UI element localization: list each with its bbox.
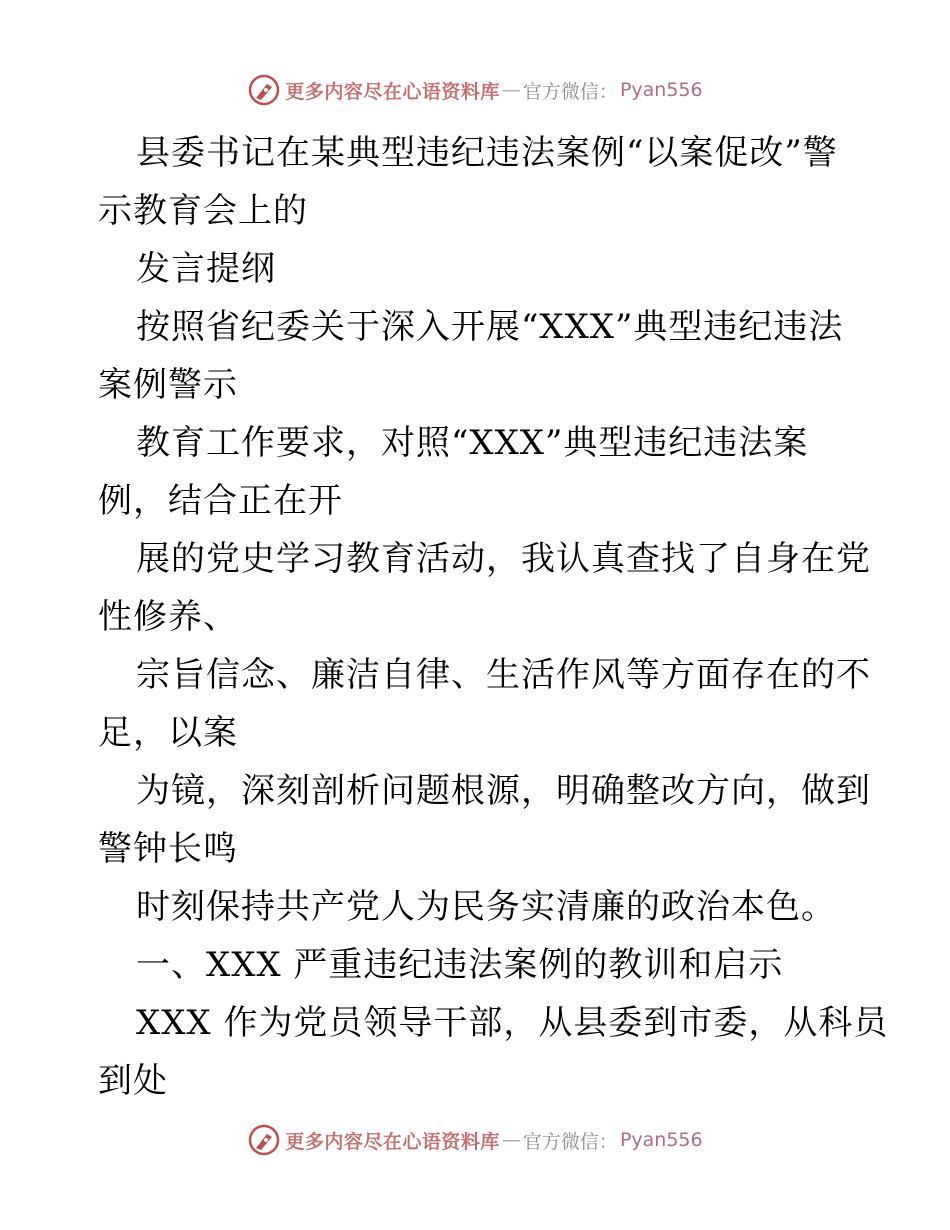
document-body xyxy=(98,124,889,1110)
watermark-label: 官方微信： xyxy=(522,80,618,103)
watermark-dash: — xyxy=(501,1129,521,1151)
paragraph-line: 展的党史学习教育活动，我认真查找了自身在党 xyxy=(136,539,871,579)
paragraph-line: 性修养、 xyxy=(98,597,238,637)
watermark-main-text: 更多内容尽在心语资料库 xyxy=(285,1130,500,1153)
paragraph-line: 时刻保持共产党人为民务实清廉的政治本色。 xyxy=(136,887,836,927)
paragraph-line: 到处 xyxy=(98,1061,168,1101)
watermark-dash: — xyxy=(501,79,521,101)
paragraph-line: 足，以案 xyxy=(98,713,238,753)
watermark-label: 官方微信： xyxy=(522,1130,618,1153)
watermark-wechat-id: Pyan556 xyxy=(619,79,703,101)
paragraph-line: 为镜，深刻剖析问题根源，明确整改方向，做到 xyxy=(136,771,871,811)
paragraph-line: 宗旨信念、廉洁自律、生活作风等方面存在的不 xyxy=(136,655,871,695)
paragraph-line: 例，结合正在开 xyxy=(98,481,343,521)
pen-nib-logo-icon xyxy=(247,73,281,107)
paragraph-line: 案例警示 xyxy=(98,365,238,405)
watermark-main-text: 更多内容尽在心语资料库 xyxy=(285,80,500,103)
section-heading: 一、XXX 严重违纪违法案例的教训和启示 xyxy=(136,945,784,985)
header-watermark xyxy=(0,70,950,110)
document-title-line: 县委书记在某典型违纪违法案例“以案促改”警 xyxy=(136,133,838,173)
paragraph-line: 警钟长鸣 xyxy=(98,829,238,869)
document-title-line: 示教育会上的 xyxy=(98,191,308,231)
paragraph-line: 教育工作要求，对照“XXX”典型违纪违法案 xyxy=(136,423,809,463)
paragraph-line: 按照省纪委关于深入开展“XXX”典型违纪违法 xyxy=(136,307,844,347)
pen-nib-logo-icon xyxy=(247,1123,281,1157)
paragraph-line: XXX 作为党员领导干部，从县委到市委，从科员 xyxy=(136,1003,889,1043)
footer-watermark xyxy=(0,1120,950,1160)
document-subtitle: 发言提纲 xyxy=(136,249,276,289)
watermark-wechat-id: Pyan556 xyxy=(619,1129,703,1151)
